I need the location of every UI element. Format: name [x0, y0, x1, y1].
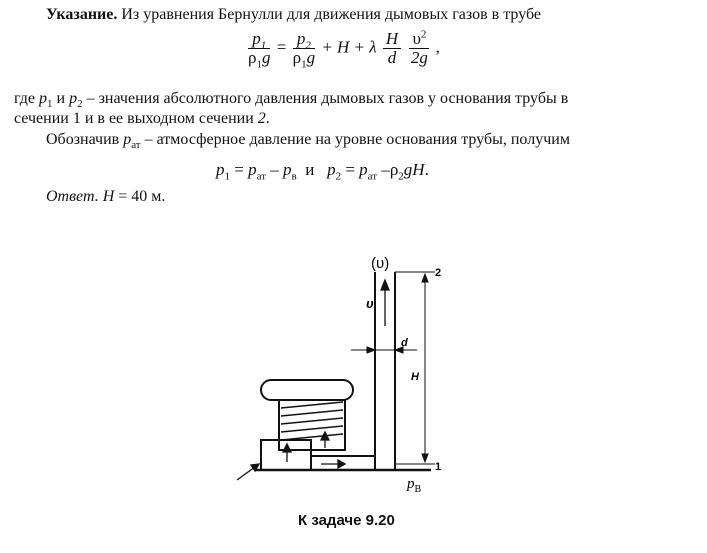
velocity-arrow [381, 280, 389, 326]
label-section-2: 2 [435, 267, 442, 279]
fraction-v2-2g: $\frac{\upsilon^2}{2g}$ [410, 28, 428, 67]
label-v-top: (υ) [371, 255, 390, 272]
equation-terms: + H + λ [321, 37, 377, 57]
chimney-diagram [225, 248, 475, 498]
boiler-tubes [281, 402, 343, 440]
figure-caption: К задаче 9.20 [298, 512, 395, 529]
fraction-H-d: $\frac{H}{d}$ [383, 30, 401, 67]
bernoulli-equation: $\frac{p_1}{\rho_1g}$ = $\frac{p_2}{\rho_1g}$ + H + λ $\frac{H}{d}$ $\frac{\upsilon^2}{2g}$ , [248, 28, 440, 71]
pressure-equations: $p_1 = p_{ат} - p_в$ и $p_2 = p_{ат}$ $-\rho_2gH$. [216, 160, 429, 183]
fraction-p1: $\frac{p_1}{\rho_1g}$ [248, 29, 271, 71]
label-section-1: 1 [435, 461, 442, 473]
hint-line [46, 5, 541, 25]
fraction-p2: $\frac{p_2}{\rho_1g}$ [292, 29, 316, 71]
dimension-H [395, 272, 435, 464]
label-pB: $p_В$ [407, 476, 422, 495]
furnace-box [261, 440, 311, 470]
paragraph-atmospheric: Обозначив $p_{ат}$ – атмосферное давление на уровне основания трубы, получим [46, 131, 570, 152]
label-velocity: υ [366, 296, 374, 311]
label-H: H [411, 371, 419, 383]
paragraph-pressures-line2: сечении 1 и в ее выходном сечении 2. [14, 110, 270, 127]
hint-text: Из уравнения Бернулли для движения дымовых газов в трубе [121, 6, 542, 23]
hint-label: Указание. [46, 6, 118, 23]
label-d: d [401, 337, 408, 349]
boiler-drum [261, 380, 353, 400]
answer-line: Ответ. H = 40 м. [46, 188, 166, 205]
answer-label: Ответ. [46, 188, 99, 205]
paragraph-pressures: где $p_1$ и $p_2$ – значения абсолютного давления дымовых газов у основания трубы в [14, 90, 569, 111]
